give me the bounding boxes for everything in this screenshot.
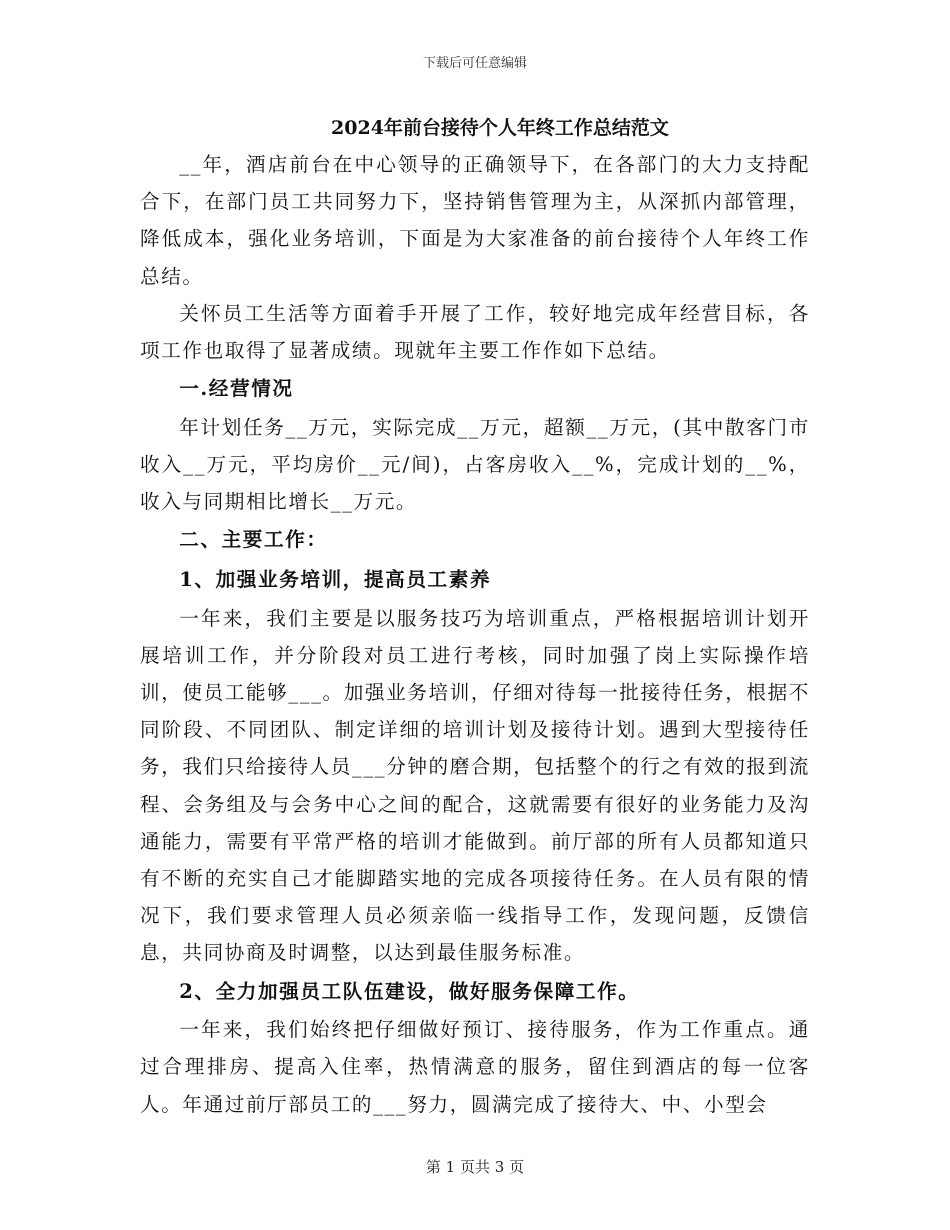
- document-body: [140, 110, 810, 1123]
- paragraph: 一年来，我们始终把仔细做好预订、接待服务，作为工作重点。通过合理排房、提高入住率，热情满意的服务，留住到酒店的每一位客人。年通过前厅部员工的___努力，圆满完成了接待大、中、小型会: [140, 1018, 810, 1116]
- section-heading: 一.经营情况: [179, 377, 294, 401]
- paragraph: 一年来，我们主要是以服务技巧为培训重点，严格根据培训计划开展培训工作，并分阶段对员工进行考核，同时加强了岗上实际操作培训，使员工能够___。加强业务培训，仔细对待每一批接待任务，根据不同阶段、不同团队、制定详细的培训计划及接待计划。遇到大型接待任务，我们只给接待人员___分钟的磨合期，包括整个的行之有效的报到流程、会务组及与会务中心之间的配合，这就需要有很好的业务能力及沟通能力，需要有平常严格的培训才能做到。前厅部的所有人员都知道只有不断的充实自己才能脚踏实地的完成各项接待任务。在人员有限的情况下，我们要求管理人员必须亲临一线指导工作，发现问题，反馈信息，共同协商及时调整，以达到最佳服务标准。: [140, 606, 811, 965]
- subsection-heading: 2、全力加强员工队伍建设，做好服务保障工作。: [179, 979, 640, 1003]
- document-title: 2024年前台接待个人年终工作总结范文: [331, 117, 669, 139]
- subsection-heading: 1、加强业务培训，提高员工素养: [179, 568, 492, 592]
- paragraph: __年，酒店前台在中心领导的正确领导下，在各部门的大力支持配合下，在部门员工共同努力下，坚持销售管理为主，从深抓内部管理，降低成本，强化业务培训，下面是为大家准备的前台接待个人年终工作总结。: [140, 153, 810, 288]
- page-header: 下载后可任意编辑: [422, 56, 527, 71]
- paragraph: 关怀员工生活等方面着手开展了工作，较好地完成年经营目标，各项工作也取得了显著成绩。现就年主要工作作如下总结。: [140, 301, 810, 363]
- paragraph: 年计划任务__万元，实际完成__万元，超额__万元，(其中散客门市收入__万元，平均房价__元/间)，占客房收入__%，完成计划的__%，收入与同期相比增长__万元。: [140, 415, 810, 514]
- section-heading: 二、主要工作：: [179, 528, 328, 552]
- page-footer: 第 1 页共 3 页: [425, 1158, 525, 1176]
